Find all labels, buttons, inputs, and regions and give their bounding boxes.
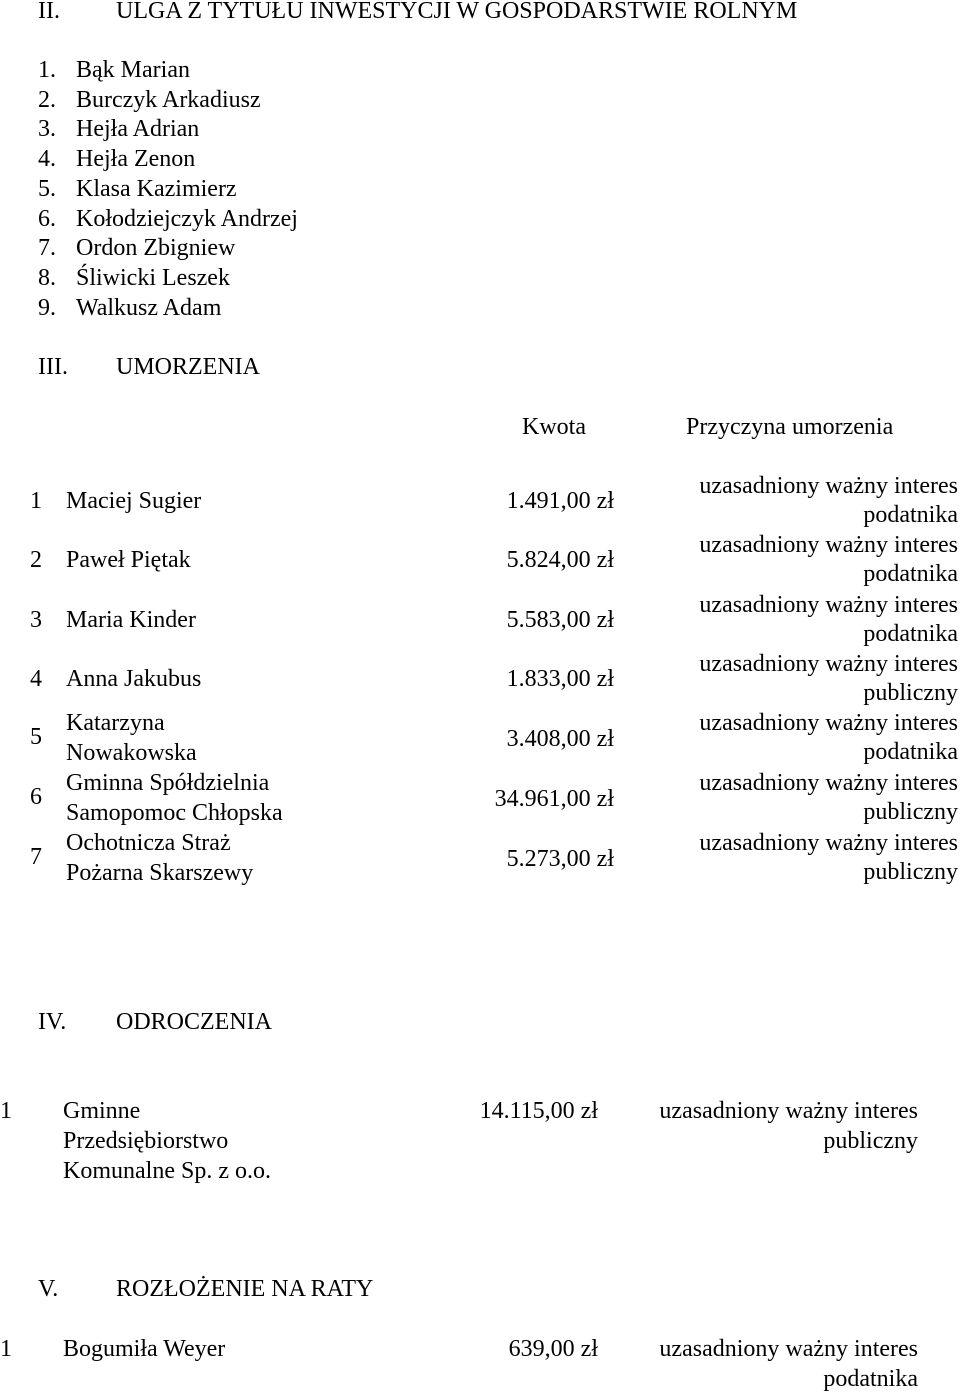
row-number: 1	[0, 1336, 12, 1362]
row-amount: 5.824,00 zł	[506, 547, 614, 573]
row-amount: 14.115,00 zł	[479, 1098, 598, 1124]
column-header-reason: Przyczyna umorzenia	[686, 414, 894, 440]
row-name: Paweł Piętak	[66, 547, 191, 573]
row-name: Bogumiła Weyer	[63, 1336, 226, 1362]
list-item: 1. Bąk Marian	[38, 57, 190, 83]
section-number: III.	[38, 354, 68, 380]
row-amount: 1.491,00 zł	[506, 488, 614, 514]
list-item: 2. Burczyk Arkadiusz	[38, 87, 261, 113]
list-item: 9. Walkusz Adam	[38, 295, 222, 321]
row-number: 5	[30, 724, 42, 750]
list-item: 7. Ordon Zbigniew	[38, 235, 236, 261]
row-amount: 5.583,00 zł	[506, 607, 614, 633]
row-amount: 5.273,00 zł	[506, 846, 614, 872]
list-item: 3. Hejła Adrian	[38, 116, 200, 142]
row-number: 2	[30, 547, 42, 573]
section-number: IV.	[38, 1009, 67, 1035]
list-item: 8. Śliwicki Leszek	[38, 265, 230, 291]
row-number: 1	[30, 488, 42, 514]
column-header-amount: Kwota	[522, 414, 586, 440]
row-reason: uzasadniony ważny interes publiczny	[659, 1098, 918, 1154]
row-name: Maciej Sugier	[66, 488, 202, 514]
row-reason: uzasadniony ważny interes podatnika	[699, 532, 958, 587]
row-number: 3	[30, 607, 42, 633]
row-reason: uzasadniony ważny interes podatnika	[699, 473, 958, 528]
section-title: UMORZENIA	[116, 354, 260, 380]
row-reason: uzasadniony ważny interes podatnika	[699, 710, 958, 765]
section-title: ODROCZENIA	[116, 1009, 272, 1035]
row-name: Anna Jakubus	[66, 666, 202, 692]
section-number: II.	[38, 0, 60, 24]
row-number: 1	[0, 1098, 12, 1124]
row-number: 6	[30, 784, 42, 810]
row-reason: uzasadniony ważny interes publiczny	[699, 651, 958, 706]
row-amount: 1.833,00 zł	[506, 666, 614, 692]
row-name: Ochotnicza Straż Pożarna Skarszewy	[66, 830, 254, 886]
section-number: V.	[38, 1276, 59, 1302]
row-name: Maria Kinder	[66, 607, 196, 633]
row-amount: 639,00 zł	[508, 1336, 598, 1362]
section-title: ROZŁOŻENIE NA RATY	[116, 1276, 374, 1302]
row-name: Gminna Spółdzielnia Samopomoc Chłopska	[66, 770, 283, 826]
list-item: 6. Kołodziejczyk Andrzej	[38, 206, 298, 232]
row-reason: uzasadniony ważny interes publiczny	[699, 770, 958, 825]
row-reason: uzasadniony ważny interes publiczny	[699, 830, 958, 885]
row-amount: 34.961,00 zł	[494, 786, 614, 812]
row-number: 7	[30, 844, 42, 870]
row-name: Katarzyna Nowakowska	[66, 710, 197, 766]
section-title: ULGA Z TYTUŁU INWESTYCJI W GOSPODARSTWIE ROLNYM	[116, 0, 798, 24]
row-reason: uzasadniony ważny interes podatnika	[699, 592, 958, 647]
list-item: 4. Hejła Zenon	[38, 146, 196, 172]
row-amount: 3.408,00 zł	[506, 726, 614, 752]
row-reason: uzasadniony ważny interes podatnika	[659, 1336, 918, 1392]
list-item: 5. Klasa Kazimierz	[38, 176, 237, 202]
row-number: 4	[30, 666, 42, 692]
row-name: Gminne Przedsiębiorstwo Komunalne Sp. z o.o.	[63, 1098, 271, 1184]
